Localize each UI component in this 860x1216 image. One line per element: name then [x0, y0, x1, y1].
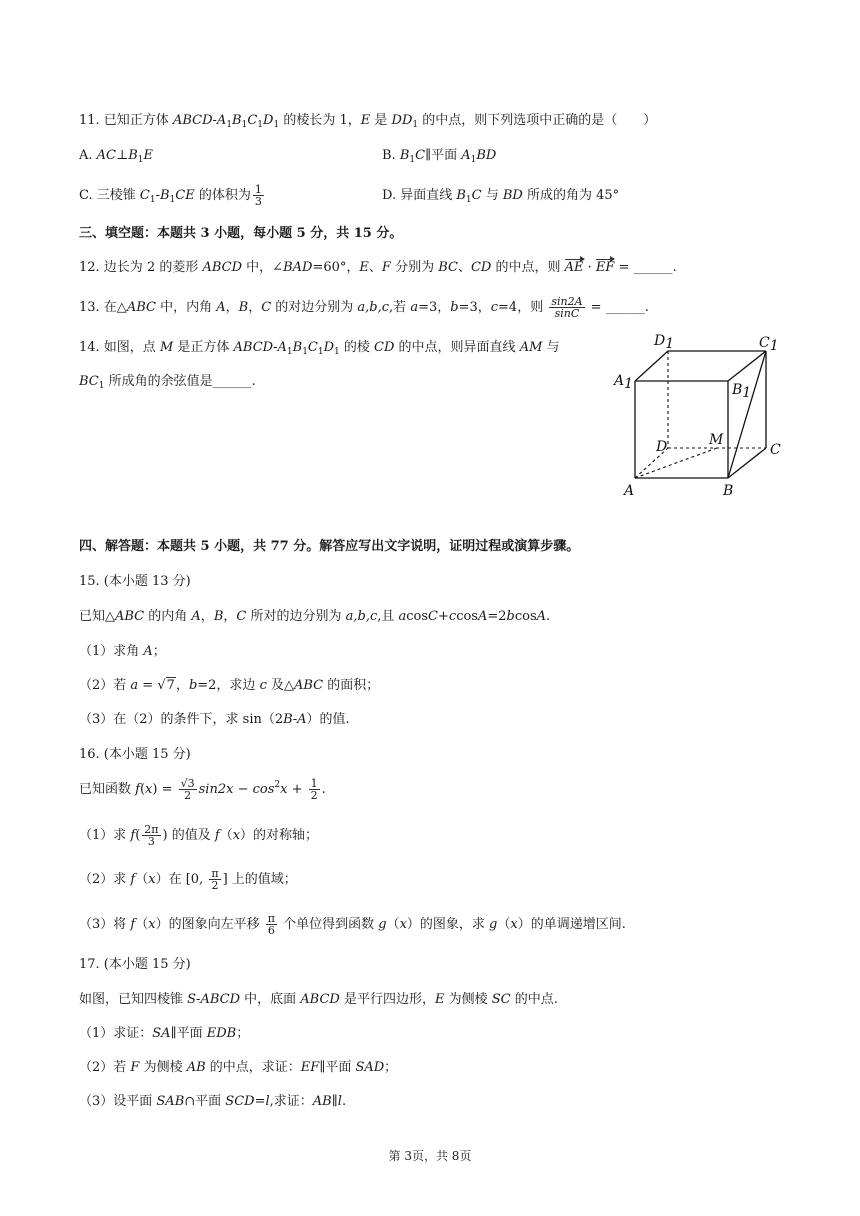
- question-16-part-3: （3）将 f（x）的图象向左平移 $\frac{\pi}{6}$ 个单位得到函数 g（x）的图象，求 g（x）的单调递增区间.: [79, 912, 626, 937]
- question-13: 13. 在△ABC 中，内角 A，B，C 的对边分别为 a,b,c,若 a=3，b=3，c=4，则 $\frac{\sin 2A}{\sin C}$ = ______.: [79, 295, 649, 320]
- section-3-heading: 三、填空题：本题共 3 小题，每小题 5 分，共 15 分。: [79, 226, 403, 241]
- label-c: C: [770, 442, 781, 458]
- question-12: 12. 边长为 2 的菱形 ABCD 中，∠BAD=60°，E、F 分别为 BC、CD 的中点，则 AE · EF = ______.: [79, 258, 677, 278]
- segment-am-hidden: [635, 448, 717, 478]
- fraction-pi-over-6: $\frac{\pi}{6}$: [267, 912, 275, 937]
- q11-option-d[interactable]: D. 异面直线 $B_1C$ 与 BD 所成的角为 45°: [382, 188, 620, 205]
- vector-ef: EF: [596, 258, 615, 278]
- question-14-line-2: $BC_1$ 所成角的余弦值是______.: [79, 374, 256, 391]
- cube-figure: [600, 328, 790, 503]
- q11-option-b[interactable]: B. $B_1C\parallel$平面 $A_1BD$: [382, 148, 497, 165]
- fraction-sin2a-over-sinc: $\frac{\sin 2A}{\sin C}$: [551, 295, 583, 320]
- label-d1: D1: [654, 333, 675, 352]
- label-a: A: [624, 483, 635, 499]
- edge-a1d1: [635, 351, 668, 381]
- question-15-part-1: （1）求角 A；: [79, 644, 166, 659]
- label-d: D: [656, 439, 668, 455]
- question-15-stem: 已知△ABC 的内角 A，B，C 所对的边分别为 a,b,c,且 acosC+ccosA=2bcosA.: [79, 609, 551, 624]
- fraction-2pi-over-3: $\frac{2\pi}{3}$: [144, 823, 159, 848]
- q11-option-a[interactable]: A. $AC\perp B_1E$: [79, 148, 154, 165]
- question-16-part-2: （2）求 f（x）在 [0, $\frac{\pi}{2}$ ] 上的值域；: [79, 867, 297, 892]
- q11-options-row-1: [79, 146, 779, 166]
- label-c1: C1: [759, 335, 779, 354]
- question-14-line-1: 14. 如图，点 M 是正方体 ABCD-$A_1B_1C_1D_1$ 的棱 CD 的中点，则异面直线 AM 与: [79, 340, 560, 357]
- question-17-part-2: （2）若 F 为侧棱 AB 的中点，求证：EF∥平面 SAD；: [79, 1060, 398, 1075]
- question-17-part-3: （3）设平面 SAB∩平面 SCD=l,求证：AB∥l.: [79, 1094, 347, 1109]
- q11-option-c[interactable]: C. 三棱锥 $C_1-B_1CE$ 的体积为 $\frac{1}{3}$: [79, 183, 262, 208]
- label-a1: A1: [614, 373, 634, 392]
- edge-b1c1: [728, 351, 766, 381]
- section-4-heading: 四、解答题：本题共 5 小题，共 77 分。解答应写出文字说明，证明过程或演算步骤。: [79, 539, 580, 554]
- question-17-stem: 如图，已知四棱锥 S-ABCD 中，底面 ABCD 是平行四边形，E 为侧棱 SC 的中点.: [79, 992, 558, 1007]
- page-footer: 第 3页，共 8页: [388, 1149, 472, 1163]
- question-11: 11. 已知正方体 ABCD-$A_1B_1C_1D_1$ 的棱长为 1，E 是 $DD_1$ 的中点，则下列选项中正确的是（ ）: [79, 113, 657, 130]
- fraction-sqrt3-over-2: $\frac{√3}{2}$: [180, 777, 195, 802]
- fraction-one-half: $\frac{1}{2}$: [310, 777, 318, 802]
- question-16-part-1: （1）求 f( $\frac{2\pi}{3}$ ) 的值及 f（x）的对称轴；: [79, 823, 319, 848]
- segment-bc1: [728, 351, 766, 478]
- question-15-part-2: （2）若 a = √7，b=2，求边 c 及△ABC 的面积；: [79, 676, 379, 696]
- fraction-one-third: $\frac{1}{3}$: [254, 183, 262, 208]
- question-15-part-3: （3）在（2）的条件下，求 sin（2B-A）的值.: [79, 712, 350, 727]
- question-15-heading: 15. (本小题 13 分): [79, 574, 191, 589]
- label-m: M: [709, 432, 724, 448]
- vector-ae: AE: [565, 258, 584, 278]
- question-16-heading: 16. (本小题 15 分): [79, 747, 191, 762]
- question-16-stem: 已知函数 f(x) = $\frac{√3}{2}$ $\sin 2x - \cos^2x$ + $\frac{1}{2}$ .: [79, 777, 326, 802]
- label-b: B: [723, 483, 734, 499]
- fraction-pi-over-2: $\frac{\pi}{2}$: [211, 867, 219, 892]
- q11-options-row-2: [79, 184, 779, 207]
- edge-bc: [728, 448, 766, 478]
- question-17-heading: 17. (本小题 15 分): [79, 957, 191, 972]
- label-b1: B1: [732, 382, 752, 401]
- question-17-part-1: （1）求证：SA∥平面 EDB；: [79, 1026, 250, 1041]
- sqrt-7: √7: [157, 678, 175, 693]
